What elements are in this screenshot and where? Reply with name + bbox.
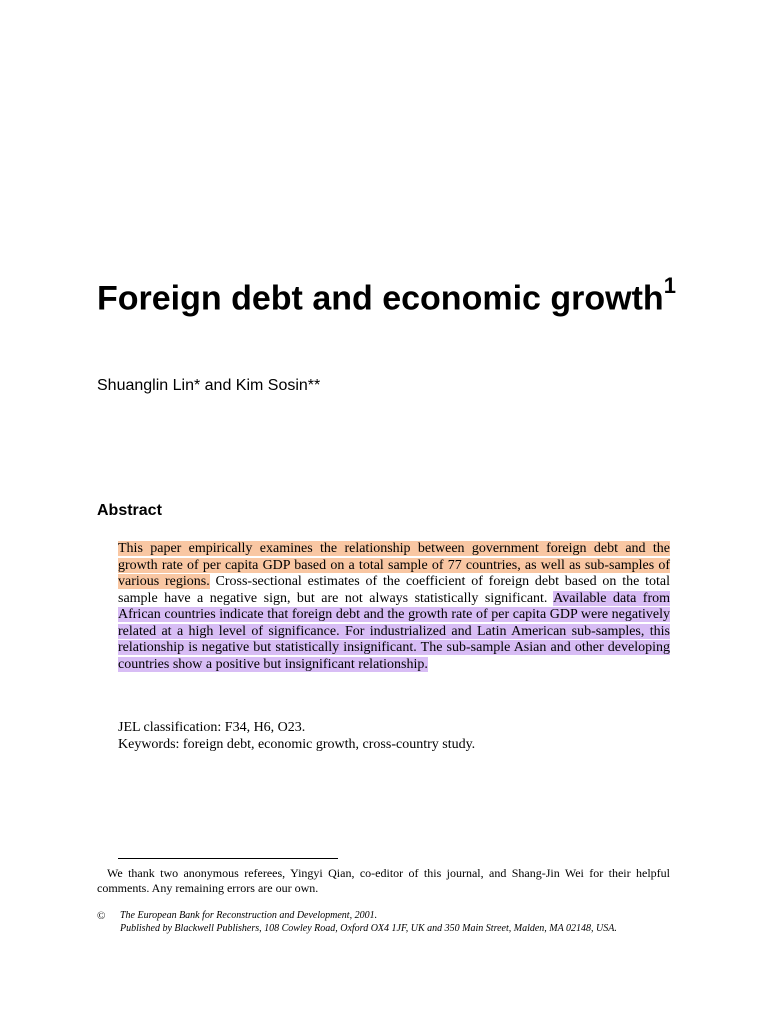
abstract-highlight-purple[interactable]: Available data from African countries indicate that foreign debt and the growth rate of per capita GDP were negatively related at a high level of significance. For industrialized and Latin American sub-samples, this relationship is negative but statistically insignificant. The sub-sample Asian and other developing countries show a positive but insignificant relationship. [118, 590, 671, 672]
keywords: Keywords: foreign debt, economic growth, cross-country study. [118, 737, 476, 752]
paper-title [97, 270, 697, 318]
abstract-highlight-orange[interactable]: This paper empirically examines the relationship between government foreign debt and the growth rate of per capita GDP based on a total sample of 77 countries, as well as sub-samples of various regions. [118, 541, 670, 589]
copyright-line-1: The European Bank for Reconstruction and Development, 2001. [120, 910, 378, 921]
abstract-body [118, 541, 670, 673]
authors: Shuanglin Lin* and Kim Sosin** [97, 377, 321, 394]
footnote-divider [118, 858, 338, 859]
paper-title-text: Foreign debt and economic growth [97, 279, 664, 318]
abstract-heading: Abstract [97, 502, 162, 519]
title-footnote-marker: 1 [663, 273, 676, 298]
jel-classification: JEL classification: F34, H6, O23. [118, 720, 306, 735]
classification-block [118, 719, 678, 753]
copyright-line-2: Published by Blackwell Publishers, 108 Cowley Road, Oxford OX4 1JF, UK and 350 Main Street, Malden, MA 02148, USA. [120, 923, 617, 934]
footnote: We thank two anonymous referees, Yingyi Qian, co-editor of this journal, and Shang-Jin Wei for their helpful comments. Any remaining errors are our own. [97, 866, 670, 895]
abstract-plain-text: Cross-sectional estimates of the coefficient of foreign debt based on the total sample have a negative sign, but are not always statistically significant. [118, 574, 670, 606]
copyright-icon: © [97, 910, 106, 922]
copyright-notice [120, 909, 680, 935]
